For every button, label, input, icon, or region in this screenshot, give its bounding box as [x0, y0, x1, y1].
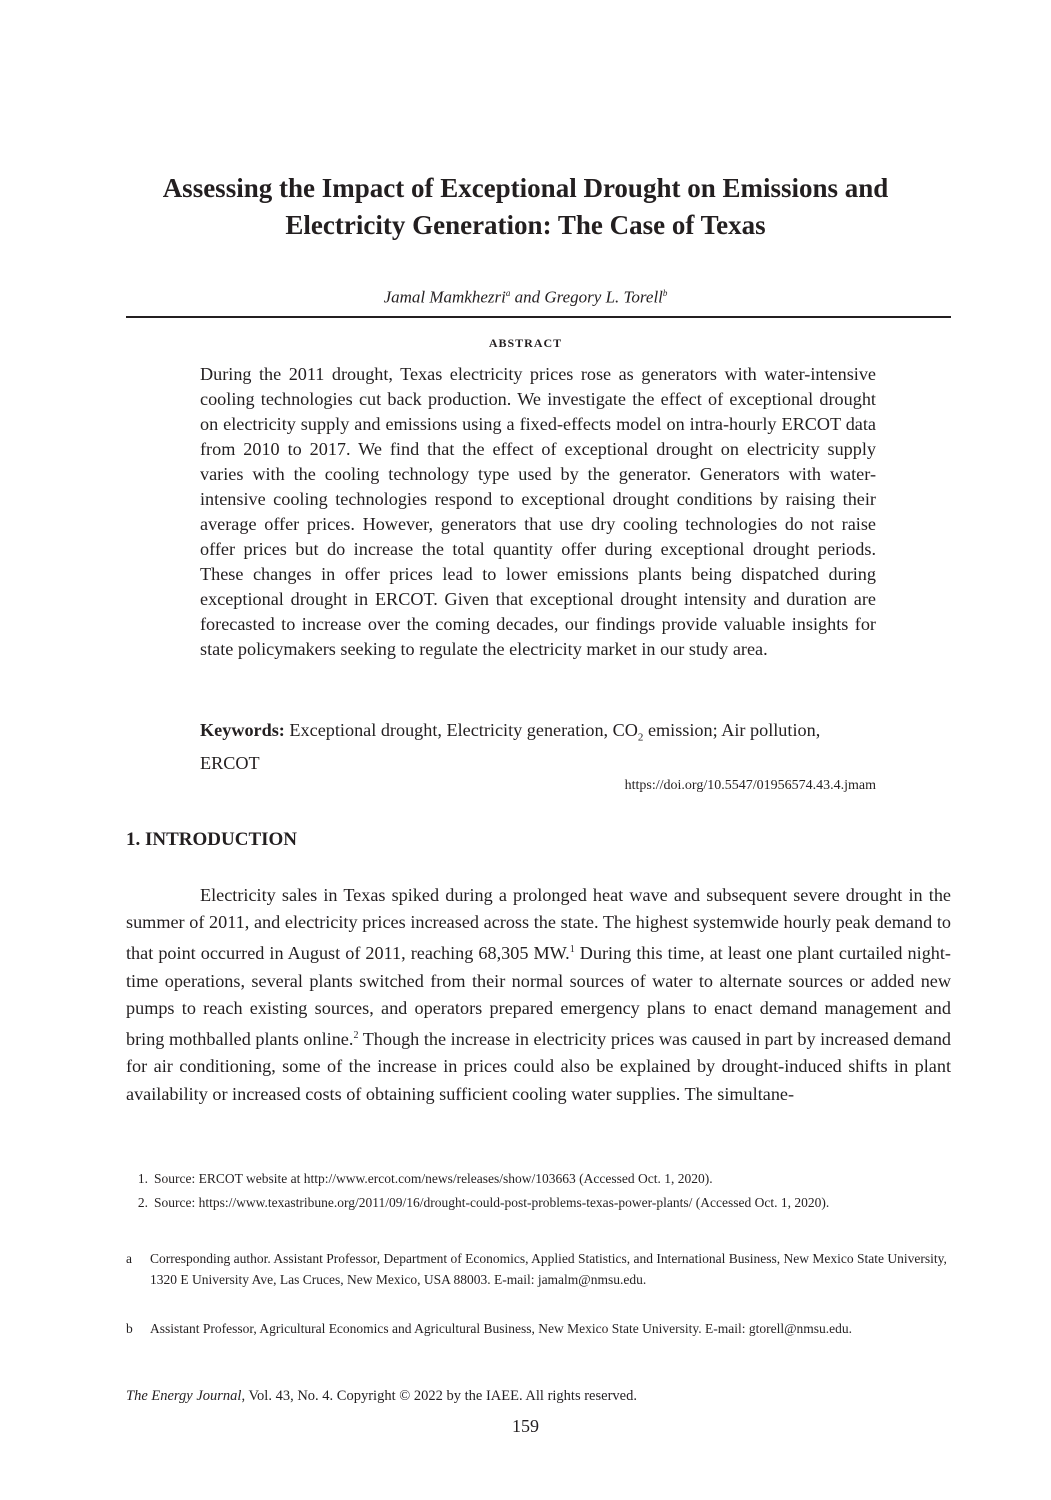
- title-line-1: Assessing the Impact of Exceptional Drought on Emissions and: [162, 173, 889, 203]
- keywords-text-a: Exceptional drought, Electricity generation, CO: [284, 720, 638, 740]
- footnote-1-text: Source: ERCOT website at http://www.ercot.com/news/releases/show/103663 (Accessed Oct. 1, 2020).: [154, 1171, 713, 1186]
- affiliation-b-mark: b: [126, 1321, 133, 1336]
- author-conjunction: and: [510, 287, 545, 307]
- author-2: Gregory L. Torell: [544, 287, 663, 307]
- intro-part-3: Though the increase in electricity prices was caused in part by increased demand for air conditioning, some of the increase in prices could also be explained by drought-induced shifts in plant availability or increased costs of obtaining sufficient cooling water supplies. The simultane-: [126, 1029, 952, 1104]
- keywords-text-b: emission; Air pollution, ERCOT: [200, 720, 821, 773]
- abstract-heading: ABSTRACT: [488, 336, 563, 350]
- footnote-1: [126, 1168, 951, 1189]
- intro-part-2: During this time, at least one plant curtailed night-time operations, several plants switched from their normal sources of water to alternate sources or added new pumps to reach existing sources, and operators prepared emergency plans to enact demand management and bring mothballed plants online.: [126, 943, 951, 1050]
- footnote-2: [126, 1192, 951, 1213]
- paper-title: [0, 170, 1051, 244]
- footnote-2-text: Source: https://www.texastribune.org/2011/09/16/drought-could-post-problems-texas-power-plants/ (Accessed Oct. 1, 2020).: [154, 1195, 830, 1210]
- footnote-2-number: 2.: [137, 1195, 148, 1210]
- affiliation-b: [126, 1318, 951, 1339]
- footnote-ref-2[interactable]: 2: [353, 1030, 359, 1042]
- title-line-2: Electricity Generation: The Case of Texas: [285, 210, 766, 240]
- journal-footer: [126, 1386, 637, 1406]
- page-number: 159: [512, 1416, 539, 1436]
- journal-copyright: , Vol. 43, No. 4. Copyright © 2022 by the IAEE. All rights reserved.: [241, 1388, 637, 1404]
- affiliation-a-text: Corresponding author. Assistant Professor, Department of Economics, Applied Statistics, and International Business, New Mexico State University, 1320 E University Ave, Las Cruces, New Mexico, USA 88003. E-mail: jamalm@nmsu.edu.: [150, 1251, 947, 1287]
- doi-link[interactable]: https://doi.org/10.5547/01956574.43.4.jmam: [624, 778, 876, 793]
- author-1-mark: a: [505, 288, 511, 298]
- header-rule: [126, 316, 951, 318]
- keywords-subscript: 2: [637, 731, 644, 744]
- affiliation-a-mark: a: [126, 1251, 132, 1266]
- keywords-label: Keywords:: [200, 720, 285, 740]
- intro-paragraph: [126, 882, 951, 1108]
- author-line: [0, 282, 1051, 309]
- author-1: Jamal Mamkhezri: [383, 287, 506, 307]
- footnote-1-number: 1.: [137, 1171, 148, 1186]
- keywords: [200, 718, 876, 776]
- affiliation-a: [126, 1248, 951, 1290]
- intro-part-1: Electricity sales in Texas spiked during a prolonged heat wave and subsequent severe drought in the summer of 2011, and electricity prices increased across the state. The highest systemwide hourly peak demand to that point occurred in August of 2011, reaching 68,305 MW.: [126, 885, 951, 964]
- author-2-mark: b: [662, 288, 668, 298]
- journal-name: The Energy Journal: [126, 1388, 242, 1404]
- affiliation-b-text: Assistant Professor, Agricultural Economics and Agricultural Business, New Mexico State University. E-mail: gtorell@nmsu.edu.: [150, 1321, 853, 1336]
- abstract-body: During the 2011 drought, Texas electricity prices rose as generators with water-intensive cooling technologies cut back production. We investigate the effect of exceptional drought on electricity supply and emissions using a fixed-effects model on intra-hourly ERCOT data from 2010 to 2017. We find that the effect of exceptional drought on electricity supply varies with the cooling technology type used by the generator. Generators with water-intensive cooling technologies respond to exceptional drought conditions by raising their average offer prices. However, generators that use dry cooling technologies do not raise offer prices but do increase the total quantity offer during exceptional drought periods. These changes in offer prices lead to lower emissions plants being dispatched during exceptional drought in ERCOT. Given that exceptional drought intensity and duration are forecasted to increase over the coming decades, our findings provide valuable insights for state policymakers seeking to regulate the electricity market in our study area.: [200, 364, 876, 659]
- section-heading: 1. INTRODUCTION: [126, 829, 298, 850]
- footnote-ref-1[interactable]: 1: [569, 944, 575, 956]
